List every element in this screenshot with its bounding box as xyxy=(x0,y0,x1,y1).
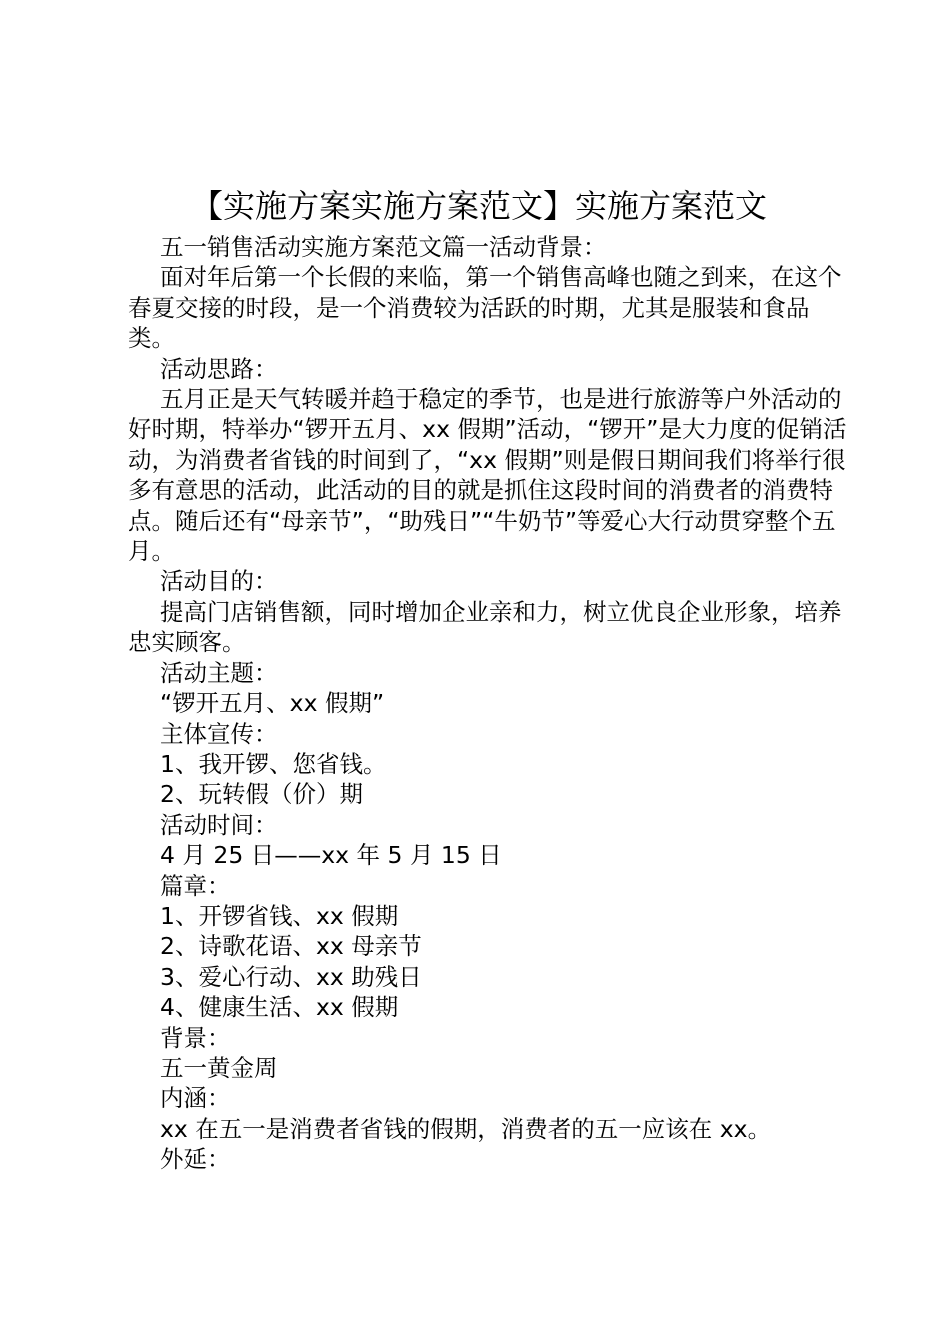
paragraph: 提高门店销售额，同时增加企业亲和力，树立优良企业形象，培养忠实顾客。 xyxy=(128,597,842,657)
paragraph: 1、开锣省钱、xx 假期 xyxy=(160,901,399,930)
document-body xyxy=(128,232,848,1175)
document-title: 【实施方案实施方案范文】实施方案范文 xyxy=(190,187,767,225)
paragraph: 五月正是天气转暖并趋于稳定的季节，也是进行旅游等户外活动的好时期，特举办“锣开五月、xx 假期”活动，“锣开”是大力度的促销活动，为消费者省钱的时间到了，“xx 假期”则是假日期间我们将举行很多有意思的活动，此活动的目的就是抓住这段时间的消费者的消费特点。随后还有“母亲节”，“助残日”“牛奶节”等爱心大行动贯穿整个五月。 xyxy=(128,385,847,566)
paragraph: 活动主题： xyxy=(160,658,278,687)
paragraph: 4、健康生活、xx 假期 xyxy=(160,993,399,1022)
paragraph: 主体宣传： xyxy=(160,719,278,748)
paragraph: 活动目的： xyxy=(160,567,278,596)
paragraph: 内涵： xyxy=(160,1084,231,1113)
paragraph: 篇章： xyxy=(160,871,231,900)
paragraph: 3、爱心行动、xx 助残日 xyxy=(160,962,422,991)
paragraph: 4 月 25 日——xx 年 5 月 15 日 xyxy=(160,841,502,870)
paragraph: 2、玩转假（价）期 xyxy=(160,780,363,809)
paragraph: xx 在五一是消费者省钱的假期，消费者的五一应该在 xx。 xyxy=(160,1114,772,1143)
paragraph: “锣开五月、xx 假期” xyxy=(160,689,385,718)
paragraph: 2、诗歌花语、xx 母亲节 xyxy=(160,932,422,961)
paragraph: 活动时间： xyxy=(160,810,278,839)
paragraph: 面对年后第一个长假的来临，第一个销售高峰也随之到来，在这个春夏交接的时段，是一个消费较为活跃的时期，尤其是服装和食品类。 xyxy=(128,263,842,353)
paragraph: 外延： xyxy=(160,1145,231,1174)
paragraph: 五一黄金周 xyxy=(160,1053,278,1082)
paragraph: 活动思路： xyxy=(160,354,278,383)
paragraph: 背景： xyxy=(160,1023,231,1052)
paragraph: 1、我开锣、您省钱。 xyxy=(160,749,387,778)
paragraph: 五一销售活动实施方案范文篇一活动背景： xyxy=(160,233,607,261)
